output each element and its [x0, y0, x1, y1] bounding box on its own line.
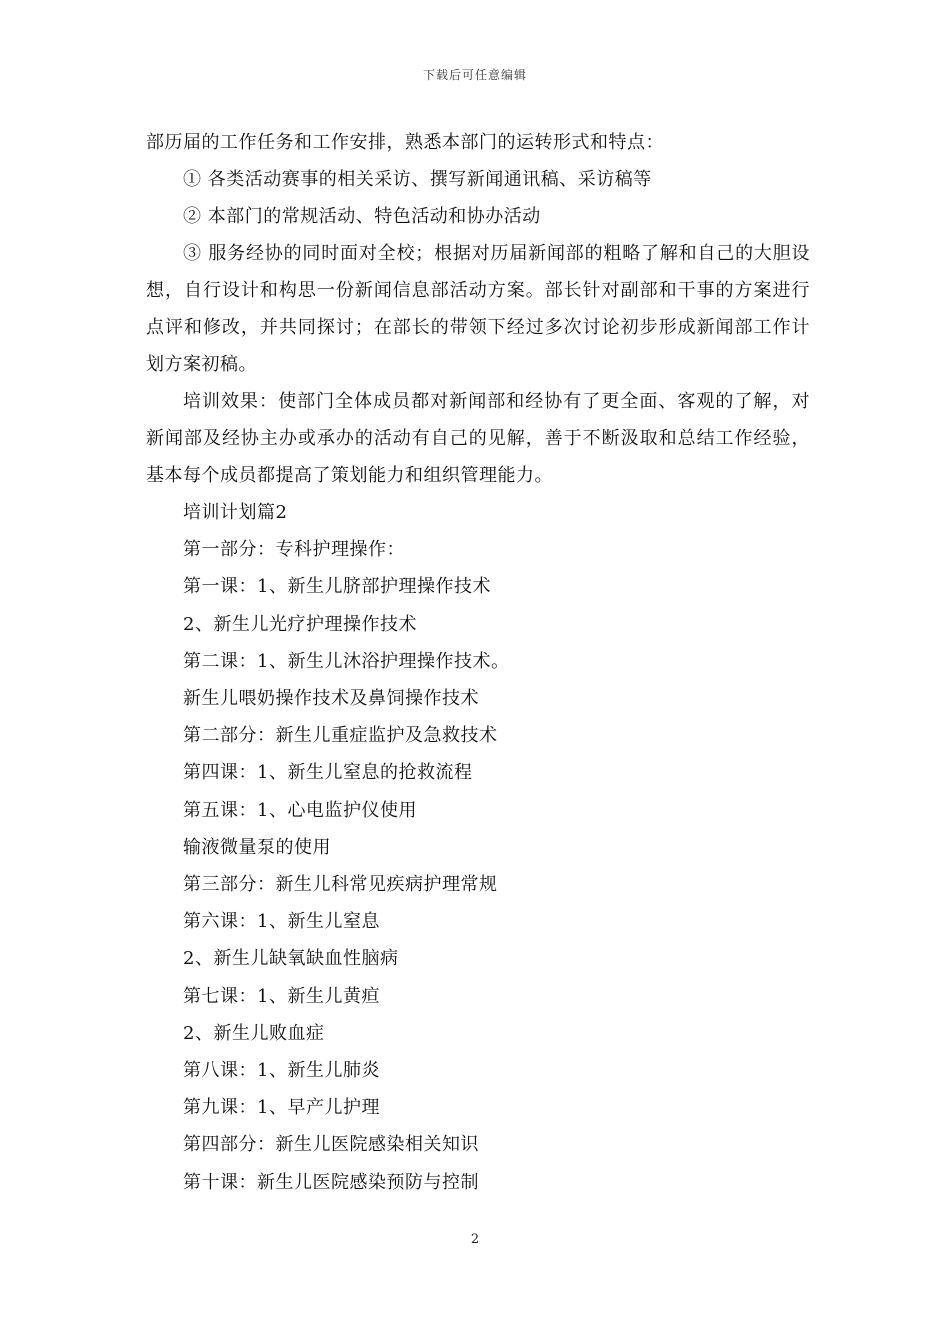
- list-item-circled-3: ③ 服务经协的同时面对全校；根据对历届新闻部的粗略了解和自己的大胆设想，自行设计和构思一份新闻信息部活动方案。部长针对副部和干事的方案进行点评和修改，并共同探讨；在部长的带领下经过多次讨论初步形成新闻部工作计划方案初稿。: [146, 243, 810, 375]
- lesson-line: 2、新生儿缺氧缺血性脑病: [183, 948, 399, 970]
- list-item-circled-1: ① 各类活动赛事的相关采访、撰写新闻通讯稿、采访稿等: [183, 169, 652, 190]
- lesson-line: 2、新生儿败血症: [183, 1022, 325, 1044]
- page-number: 2: [470, 1232, 480, 1247]
- part-heading: 第四部分：新生儿医院感染相关知识: [183, 1134, 479, 1156]
- lesson-line: 第九课：1、早产儿护理: [183, 1097, 380, 1119]
- lesson-line: 第二课：1、新生儿沐浴护理操作技术。: [183, 650, 510, 672]
- lesson-line: 第一课：1、新生儿脐部护理操作技术: [183, 576, 491, 598]
- lesson-line: 第五课：1、心电监护仪使用: [183, 799, 417, 821]
- list-item-circled-2: ② 本部门的常规活动、特色活动和协办活动: [183, 206, 541, 227]
- part-heading: 第一部分：专科护理操作：: [183, 539, 405, 561]
- document-body: [146, 124, 810, 1201]
- lesson-line: 第八课：1、新生儿肺炎: [183, 1060, 380, 1082]
- lesson-line: 第十课：新生儿医院感染预防与控制: [183, 1171, 479, 1193]
- lesson-line: 第四课：1、新生儿窒息的抢救流程: [183, 762, 473, 784]
- part-heading: 第三部分：新生儿科常见疾病护理常规: [183, 874, 498, 896]
- part-heading: 第二部分：新生儿重症监护及急救技术: [183, 725, 498, 747]
- lesson-line: 输液微量泵的使用: [183, 836, 331, 858]
- lesson-line: 第七课：1、新生儿黄疸: [183, 985, 380, 1007]
- page-header: 下载后可任意编辑: [422, 68, 527, 82]
- paragraph-training-effect: 培训效果：使部门全体成员都对新闻部和经协有了更全面、客观的了解，对新闻部及经协主办或承办的活动有自己的见解，善于不断汲取和总结工作经验，基本每个成员都提高了策划能力和组织管理能力。: [146, 391, 810, 486]
- lesson-line: 2、新生儿光疗护理操作技术: [183, 613, 417, 635]
- lesson-line: 新生儿喂奶操作技术及鼻饲操作技术: [183, 688, 479, 710]
- paragraph-continuation: 部历届的工作任务和工作安排，熟悉本部门的运转形式和特点：: [146, 132, 664, 153]
- section-title-plan-2: 培训计划篇2: [183, 502, 288, 523]
- lesson-line: 第六课：1、新生儿窒息: [183, 911, 380, 933]
